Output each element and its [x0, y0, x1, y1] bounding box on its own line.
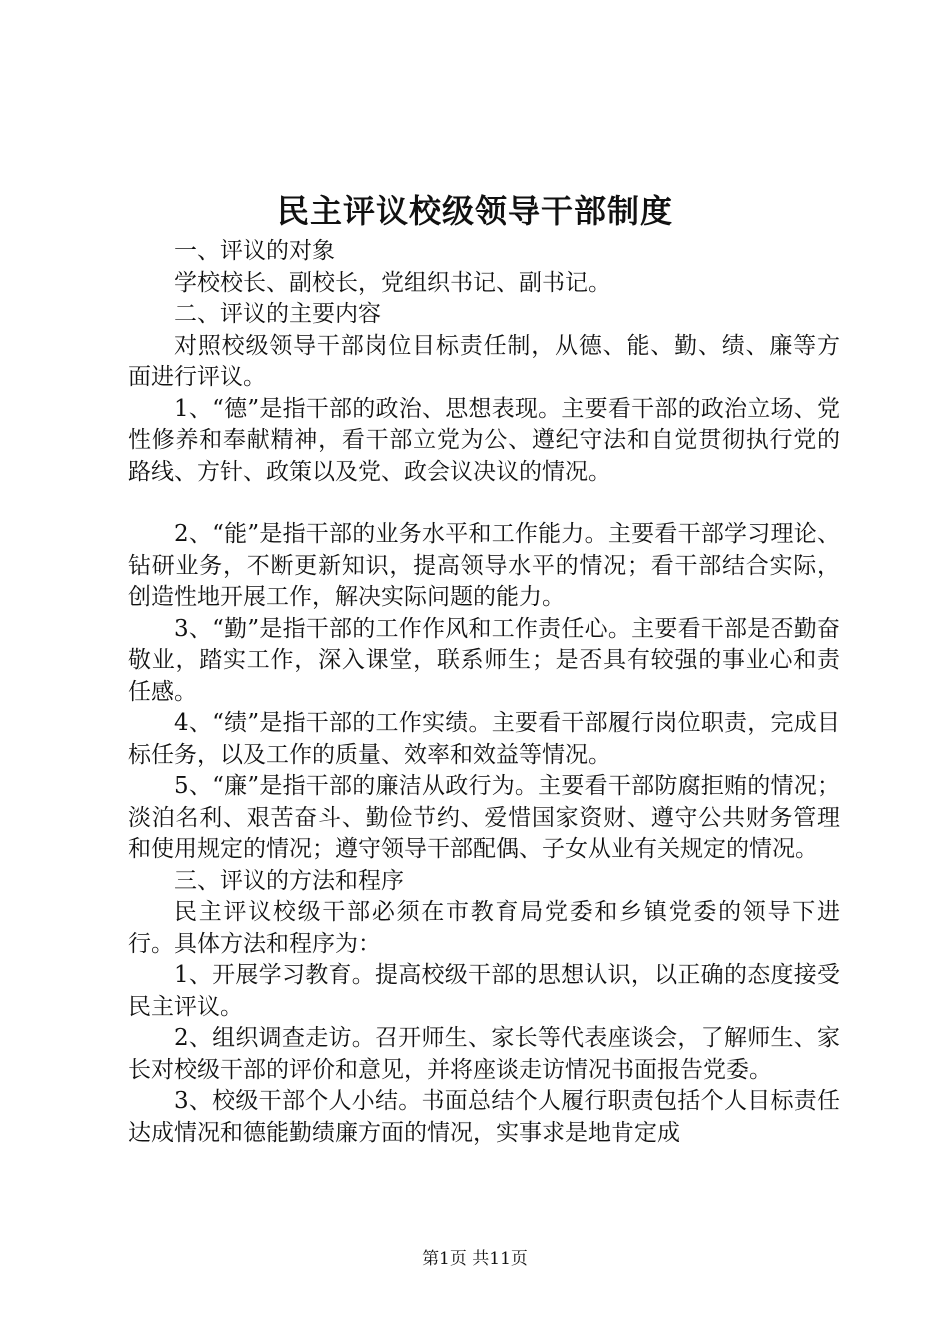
paragraph: 5、“廉”是指干部的廉洁从政行为。主要看干部防腐拒贿的情况；淡泊名利、艰苦奋斗、勤俭节约、爱惜国家资财、遵守公共财务管理和使用规定的情况；遵守领导干部配偶、子女从业有关规定的情况。 — [128, 773, 840, 862]
paragraph: 民主评议校级干部必须在市教育局党委和乡镇党委的领导下进行。具体方法和程序为： — [128, 899, 840, 957]
paragraph: 1、“德”是指干部的政治、思想表现。主要看干部的政治立场、党性修养和奉献精神，看干部立党为公、遵纪守法和自觉贯彻执行党的路线、方针、政策以及党、政会议决议的情况。 — [128, 395, 840, 485]
paragraph: 4、“绩”是指干部的工作实绩。主要看干部履行岗位职责，完成目标任务，以及工作的质量、效率和效益等情况。 — [128, 710, 840, 768]
paragraph: 学校校长、副校长，党组织书记、副书记。 — [174, 269, 611, 296]
section-heading-2: 二、评议的主要内容 — [174, 301, 381, 327]
section-heading-1: 一、评议的对象 — [174, 238, 335, 264]
paragraph: 2、“能”是指干部的业务水平和工作能力。主要看干部学习理论、钻研业务，不断更新知识，提高领导水平的情况；看干部结合实际，创造性地开展工作，解决实际问题的能力。 — [128, 521, 840, 610]
document-title: 民主评议校级领导干部制度 — [276, 192, 673, 230]
document-body — [128, 236, 840, 1149]
paragraph: 3、“勤”是指干部的工作作风和工作责任心。主要看干部是否勤奋敬业，踏实工作，深入课堂，联系师生；是否具有较强的事业心和责任感。 — [128, 615, 840, 705]
page-number: 第1页 共11页 — [422, 1249, 528, 1269]
section-heading-3: 三、评议的方法和程序 — [174, 867, 404, 894]
paragraph: 2、组织调查走访。召开师生、家长等代表座谈会，了解师生、家长对校级干部的评价和意见，并将座谈走访情况书面报告党委。 — [128, 1025, 840, 1083]
paragraph: 对照校级领导干部岗位目标责任制，从德、能、勤、绩、廉等方面进行评议。 — [128, 332, 840, 390]
paragraph: 1、开展学习教育。提高校级干部的思想认识，以正确的态度接受民主评议。 — [128, 962, 840, 1020]
paragraph: 3、校级干部个人小结。书面总结个人履行职责包括个人目标责任达成情况和德能勤绩廉方面的情况，实事求是地肯定成 — [128, 1088, 840, 1146]
